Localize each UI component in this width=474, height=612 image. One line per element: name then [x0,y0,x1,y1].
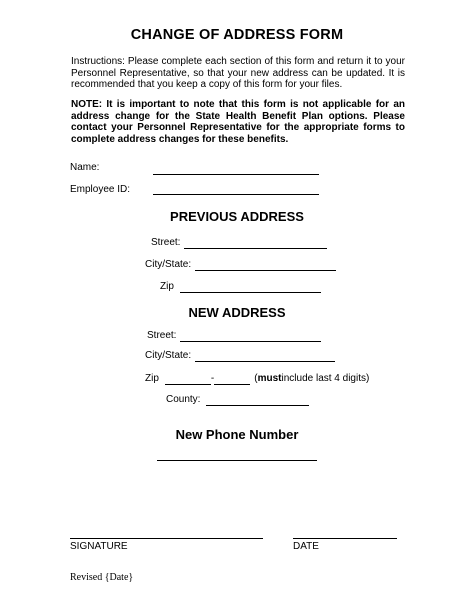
prev-city-state-row [145,259,336,271]
employee-id-row [70,184,130,196]
form-title: CHANGE OF ADDRESS FORM [130,27,344,43]
name-row [70,162,99,174]
new-county-row [166,394,309,406]
zip-note-open: ( [254,373,258,384]
prev-zip-row [160,281,321,293]
new-county-field[interactable] [206,395,309,406]
employee-id-field[interactable] [153,194,319,195]
instructions-text: Instructions: Please complete each section of this form and return it to your Personnel Representative, so that your new address can be updated. It is recommended that you keep a copy of this form for your files. [71,56,405,91]
new-phone-heading: New Phone Number [175,427,299,442]
new-zip-row [145,373,369,385]
new-zip-field[interactable] [165,374,211,385]
previous-address-heading: PREVIOUS ADDRESS [170,209,304,224]
new-street-field[interactable] [180,331,321,342]
zip-note-rest: include last 4 digits) [281,373,370,384]
new-city-state-row [145,350,335,362]
new-county-label: County: [166,394,201,405]
signature-field[interactable] [70,538,263,539]
prev-street-field[interactable] [184,238,327,249]
employee-id-label: Employee ID: [70,184,131,195]
note-text: NOTE: It is important to note that this form is not applicable for an address change for the State Health Benefit Plan options. Please contact your Personnel Representative for the appropriate forms to complete address changes for these benefits. [71,99,405,145]
signature-label: SIGNATURE [70,541,128,552]
prev-zip-label: Zip [160,281,174,292]
date-label: DATE [293,541,319,552]
revised-footer: Revised {Date} [70,572,134,583]
prev-street-row [151,237,327,249]
new-city-state-field[interactable] [195,351,335,362]
new-phone-field[interactable] [157,460,317,461]
prev-city-state-label: City/State: [145,259,192,270]
name-label: Name: [70,162,100,173]
new-address-heading: NEW ADDRESS [188,305,286,320]
zip-note-must: must [257,373,282,384]
new-zip-plus4-field[interactable] [214,374,250,385]
prev-street-label: Street: [151,237,181,248]
zip-separator: - [210,373,215,384]
new-city-state-label: City/State: [145,350,192,361]
new-zip-label: Zip [145,373,159,384]
prev-city-state-field[interactable] [195,260,336,271]
date-field[interactable] [293,538,397,539]
new-street-row [147,330,321,342]
prev-zip-field[interactable] [180,282,321,293]
name-field[interactable] [153,174,319,175]
new-street-label: Street: [147,330,177,341]
